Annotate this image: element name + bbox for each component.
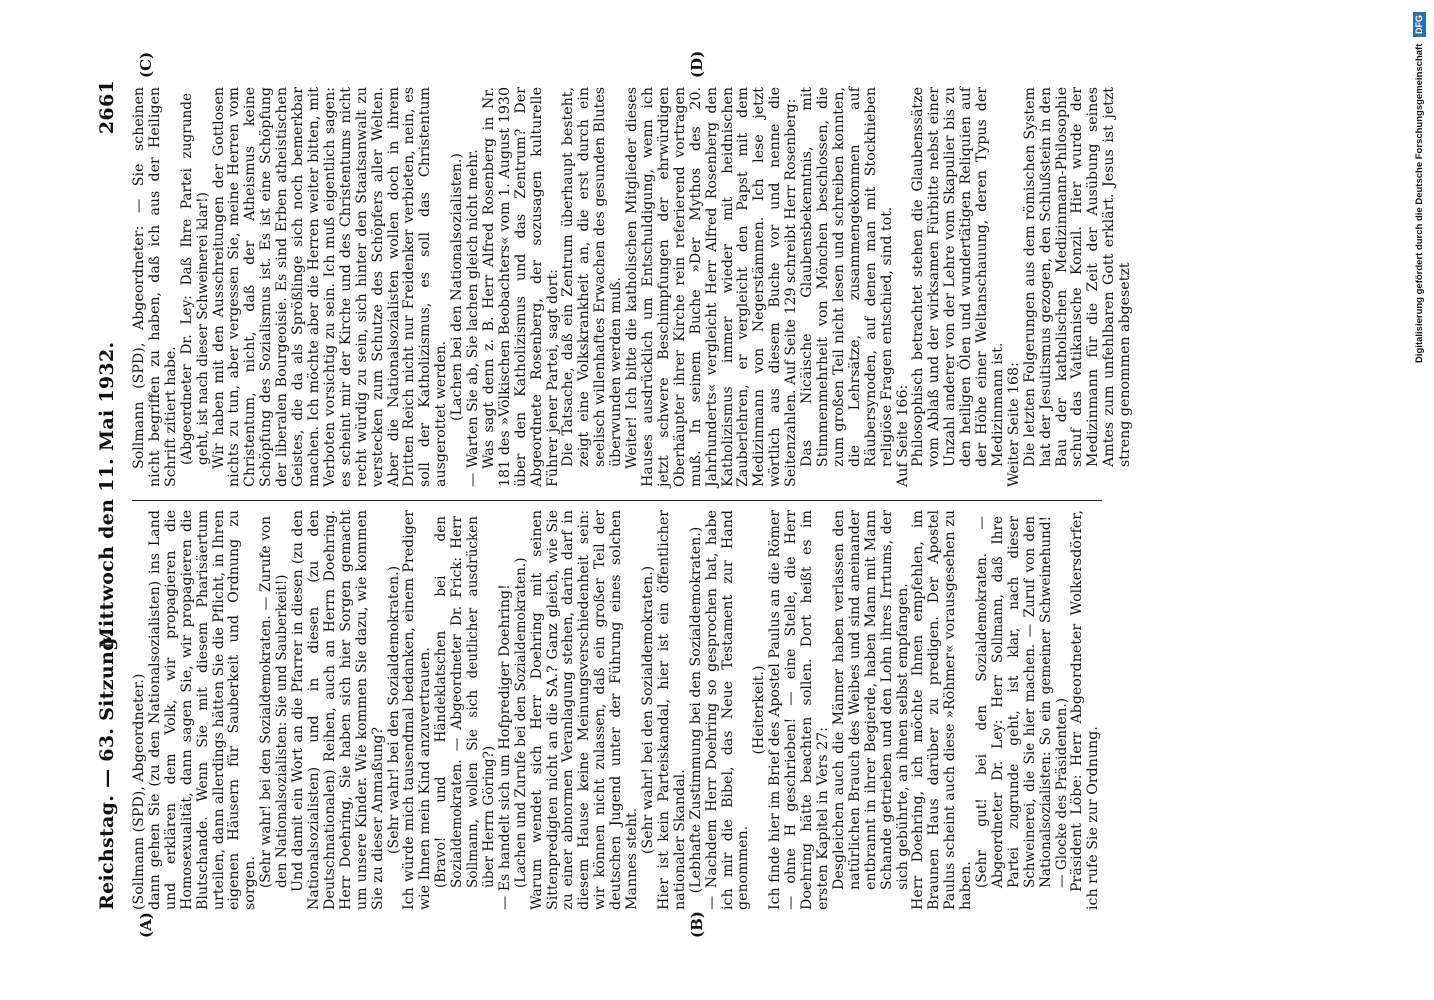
interjection: (Bravo! und Händeklatschen bei den Sozialdemokraten. — Abgeordneter Dr. Frick: Herr Sollmann, wollen Sie sich deutlicher ausdrücken über Herrn Göring?) (433, 516, 497, 888)
header-session: Reichstag. — 63. Sitzung. (96, 630, 118, 910)
paragraph: — Nachdem Herr Doehring so gesprochen hat, habe ich mir die Bibel, das Neue Testament zur Hand genommen. (703, 510, 752, 910)
paragraph: Warum wendet sich Herr Doehring mit seinen Sittenpredigten nicht an die SA.? Ganz gleich, wie Sie zu einer abnormen Veranlagung stehen, darin darf in diesem Hause keine Meinungsverschiedenheit sein: wir können nicht zulassen, daß ein großer Teil der deutschen Jugend unter der Führung eines solchen Mannes steht. (528, 510, 641, 910)
quotation: Die letzten Folgerungen aus dem römischen System hat der Jesuitismus gezogen, den Schlußstein in den Bau der katholischen Medizinmann-Philosophie schuf das Vatikanische Konzil. Hier wurde der Medizinmann für die Zeit der Ausübung seines Amtes zum unfehlbaren Gott erklärt. Jesus ist jetzt streng genommen abgesetzt (1021, 87, 1134, 467)
interjection: (Heiterkeit.) (751, 665, 768, 755)
paragraph: Sollmann (SPD), Abgeordneter: — Sie scheinen nicht begriffen zu haben, daß ich aus der Heiligen Schrift zitiert habe. (131, 87, 179, 487)
page-header (96, 80, 126, 910)
margin-marker-c: (C) (137, 51, 155, 78)
paragraph: Wir haben mit den Ausschreitungen der Gottlosen nichts zu tun, aber vergessen Sie, meine Herren vom Christentum, nicht, daß der Atheismus keine Schöpfung des Sozialismus ist. Es ist eine Schöpfung der liberalen Bourgeoisie. Es sind Erben atheistischen Geistes, die da als Sprößlinge sich noch bemerkbar machen. Ich möchte aber die Herren weiter bitten, mit Verboten vorsichtig zu sein. Ich muß eigentlich sagen: es scheint mir der Kirche und des Christentums nicht recht würdig zu sein, sich hinter den Staatsanwalt zu verstecken zum Schutze des Schöpfers aller Welten. Aber die Nationalsozialisten wollen doch in ihrem Dritten Reich nicht nur Freidenker verbieten, nein, es soll der Katholizismus, es soll das Christentum ausgerottet werden. (210, 87, 450, 487)
paragraph: dann gehen Sie (zu den Nationalsozialisten) ins Land und erklären dem Volk, wir propagieren die Homosexualität, dann sagen Sie, wir propagieren die Blutschande. Wenn Sie mit diesem Pharisäertum urteilen, dann allerdings hätten Sie die Pflicht, in Ihren eigenen Häusern für Sauberkeit und Ordnung zu sorgen. (146, 510, 259, 910)
paragraph: Herr Doehring, ich möchte Ihnen empfehlen, im Braunen Haus darüber zu predigen. Der Apostel Paulus scheint auch diese »Röhmer« vorausgesehen zu haben. (910, 510, 975, 910)
paragraph: — Es handelt sich um Hofprediger Doehring! (496, 584, 513, 910)
interjection: (Lachen bei den Nationalsozialisten.) (449, 153, 466, 421)
interjection: (Sehr gut! bei den Sozialdemokraten. — Abgeordneter Dr. Ley: Herr Sollmann, daß Ihre Partei zugrunde geht, ist klar, nach dieser Schweinerei, die Sie hier machen. — Zuruf von den Nationalsozialisten: So ein gemeiner Schweinehund! — Glocke des Präsidenten.) (974, 516, 1070, 888)
interjection: (Sehr wahr! bei den Sozialdemokraten.) (385, 565, 402, 855)
interjection: (Sehr wahr! bei den Sozialdemokraten.) (640, 565, 656, 855)
page-number: 2661 (96, 80, 118, 135)
quotation: Philosophisch betrachtet stehen die Glaubenssätze vom Ablaß und der wirksamen Fürbitte nebst einer Unzahl anderer von der Lehre vom Skapulier bis zu den heiligen Ölen und wundertätigen Reliquien auf der Höhe einer Weltanschauung, deren Typus der Medizinmann ist. (910, 87, 1006, 467)
column-right (132, 87, 1134, 487)
quotation: Die Tatsache, daß ein Zentrum überhaupt besteht, zeigt eine Volkskrankheit an, die erst durch ein seelisch willenhaftes Erwachen des gesunden Blutes überwunden werden muß. (560, 87, 625, 467)
paragraph: Was sagt denn z. B. Herr Alfred Rosenberg in Nr. 181 des »Völkischen Beobachters« vom 1. August 1930 über den Katholizismus und das Zentrum? Der Abgeordnete Rosenberg, der sozusagen kulturelle Führer jener Partei, sagt dort: (480, 87, 561, 487)
paragraph: — Warten Sie ab, Sie lachen gleich nicht mehr. (465, 149, 482, 487)
paragraph: Weiter Seite 168: (1005, 362, 1022, 487)
paragraph: Hier ist kein Parteiskandal, hier ist ein öffentlicher nationaler Skandal. (655, 510, 688, 910)
paragraph: Auf Seite 166: (894, 384, 911, 487)
interjection: (Sehr wahr! bei den Sozialdemokraten. — Zurufe von den Nationalsozialisten: Sie und Sauberkeit!) (258, 516, 291, 888)
margin-marker-a: (A) (137, 912, 155, 938)
paragraph: Weiter! Ich bitte die katholischen Mitglieder dieses Hauses ausdrücklich um Entschuldigung, wenn ich jetzt schwere Beschimpfungen der ehrwürdigen Oberhäupter ihrer Kirche rein referierend vortragen muß. In seinem Buche »Der Mythos des 20. Jahrhunderts« vergleicht Herr Alfred Rosenberg den Katholizismus immer wieder mit heidnischen Zauberlehren, er vergleicht den Papst mit dem Medizinmann von Negerstämmen. Ich lese jetzt wörtlich aus diesem Buche vor und nenne die Seitenzahlen. Auf Seite 129 schreibt Herr Rosenberg: (624, 87, 800, 487)
digitization-note: Digitalisierung gefördert durch die Deutsche Forschungsgemeinschaft (1414, 43, 1425, 363)
quotation: Desgleichen auch die Männer haben verlassen den natürlichen Brauch des Weibes und sind aneinander entbrannt in ihrer Begierde, haben Mann mit Mann Schande getrieben und den Lohn ihres Irrtums, der sich gebührte, an ihnen selbst empfangen. (830, 510, 911, 890)
interjection: (Lebhafte Zustimmung bei den Sozialdemokraten.) (687, 526, 704, 894)
interjection: (Lachen und Zurufe bei den Sozialdemokraten.) (512, 557, 529, 888)
column-left (132, 500, 1102, 910)
paragraph: Ich finde hier im Brief des Apostel Paulus an die Römer — ohne H geschrieben! — eine Stelle, die Herr Doehring hätte beachten sollen. Dort heißt es im ersten Kapitel in Vers 27: (767, 510, 831, 910)
dfg-logo: DFG (1413, 12, 1426, 37)
paragraph: Und damit ein Wort an die Pfarrer in diesen (zu den Nationalsozialisten) und in diesen (zu den Deutschnationalen) Reihen, auch an Herrn Doehring. Herr Doehring, Sie haben sich hier Sorgen gemacht um unsere Kinder. Wie kommen Sie dazu, wie kommen Sie zu dieser Anmaßung? (290, 510, 386, 910)
margin-marker-b: (B) (688, 911, 706, 938)
quotation: Das Nicäische Glaubensbekenntnis, mit Stimmenmehrheit von Mönchen beschlossen, die zum großen Teil nicht lesen und schreiben konnten, die Lehrsätze, zusammengekommen auf Räubersynoden, auf denen man mit Stockhieben religiöse Fragen entschied, sind tot. (799, 87, 895, 467)
paragraph: (Sollmann (SPD), Abgeordneter.) (131, 673, 147, 910)
paragraph: Präsident Löbe: Herr Abgeordneter Wolkersdörfer, ich rufe Sie zur Ordnung. (1069, 510, 1102, 910)
interjection: (Abgeordneter Dr. Ley: Daß Ihre Partei zugrunde geht, ist nach dieser Schweinerei klar!) (178, 93, 211, 465)
margin-marker-d: (D) (688, 50, 706, 78)
paragraph: Ich würde mich tausendmal bedanken, einem Prediger wie Ihnen mein Kind anzuvertrauen. (401, 510, 434, 910)
digitization-strip (1412, 12, 1428, 980)
header-date: Mittwoch den 11. Mai 1932. (96, 341, 118, 649)
